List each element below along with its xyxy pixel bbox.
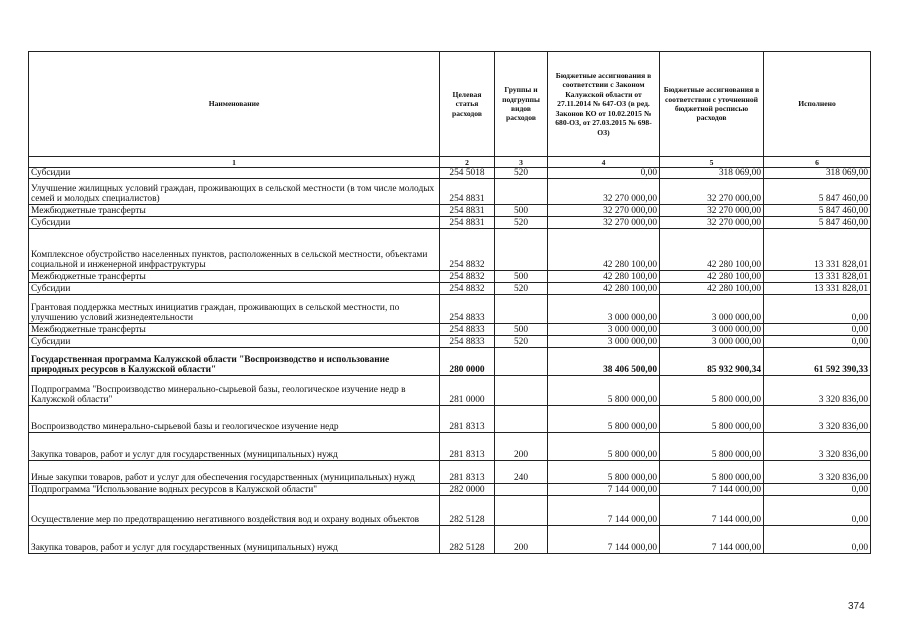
row-name: Субсидии xyxy=(29,283,440,295)
row-law-amount: 3 000 000,00 xyxy=(548,295,660,324)
column-number: 6 xyxy=(764,157,871,168)
row-name: Межбюджетные трансферты xyxy=(29,205,440,217)
row-name: Межбюджетные трансферты xyxy=(29,271,440,283)
row-law-amount: 38 406 500,00 xyxy=(548,348,660,376)
row-target-code: 254 8831 xyxy=(440,217,495,229)
row-target-code: 254 8831 xyxy=(440,179,495,205)
budget-execution-table xyxy=(28,51,871,554)
table-row xyxy=(29,376,871,406)
row-group-code xyxy=(495,484,548,496)
row-refined-amount: 32 270 000,00 xyxy=(660,205,764,217)
table-row xyxy=(29,406,871,433)
row-name: Комплексное обустройство населенных пунктов, расположенных в сельской местности, объектами социальной и инженерной инфраструктуры xyxy=(29,229,440,271)
row-group-code xyxy=(495,496,548,526)
row-executed-amount: 13 331 828,01 xyxy=(764,271,871,283)
table-row xyxy=(29,168,871,179)
table-row xyxy=(29,179,871,205)
row-law-amount: 5 800 000,00 xyxy=(548,376,660,406)
row-target-code: 281 8313 xyxy=(440,433,495,461)
row-law-amount: 32 270 000,00 xyxy=(548,217,660,229)
column-number: 5 xyxy=(660,157,764,168)
table-row xyxy=(29,526,871,554)
column-number: 2 xyxy=(440,157,495,168)
row-group-code: 500 xyxy=(495,205,548,217)
table-row xyxy=(29,205,871,217)
row-group-code: 500 xyxy=(495,324,548,336)
row-executed-amount: 3 320 836,00 xyxy=(764,406,871,433)
row-name: Иные закупки товаров, работ и услуг для обеспечения государственных (муниципальных) нужд xyxy=(29,461,440,484)
row-group-code xyxy=(495,406,548,433)
row-target-code: 281 8313 xyxy=(440,406,495,433)
row-refined-amount: 3 000 000,00 xyxy=(660,324,764,336)
row-group-code: 500 xyxy=(495,271,548,283)
column-number: 3 xyxy=(495,157,548,168)
row-executed-amount: 0,00 xyxy=(764,526,871,554)
row-law-amount: 7 144 000,00 xyxy=(548,496,660,526)
row-refined-amount: 7 144 000,00 xyxy=(660,484,764,496)
table-row xyxy=(29,324,871,336)
row-refined-amount: 7 144 000,00 xyxy=(660,496,764,526)
row-group-code xyxy=(495,376,548,406)
row-refined-amount: 32 270 000,00 xyxy=(660,217,764,229)
row-target-code: 254 8833 xyxy=(440,336,495,348)
row-refined-amount: 5 800 000,00 xyxy=(660,376,764,406)
row-executed-amount: 0,00 xyxy=(764,336,871,348)
row-law-amount: 32 270 000,00 xyxy=(548,179,660,205)
row-executed-amount: 0,00 xyxy=(764,324,871,336)
row-refined-amount: 42 280 100,00 xyxy=(660,271,764,283)
row-executed-amount: 0,00 xyxy=(764,295,871,324)
row-executed-amount: 5 847 460,00 xyxy=(764,205,871,217)
table-row xyxy=(29,229,871,271)
table-row-program-total xyxy=(29,348,871,376)
row-refined-amount: 3 000 000,00 xyxy=(660,295,764,324)
row-law-amount: 0,00 xyxy=(548,168,660,179)
row-executed-amount: 5 847 460,00 xyxy=(764,217,871,229)
row-target-code: 254 8833 xyxy=(440,295,495,324)
row-refined-amount: 42 280 100,00 xyxy=(660,283,764,295)
row-executed-amount: 3 320 836,00 xyxy=(764,461,871,484)
row-executed-amount: 318 069,00 xyxy=(764,168,871,179)
row-law-amount: 42 280 100,00 xyxy=(548,229,660,271)
row-executed-amount: 13 331 828,01 xyxy=(764,283,871,295)
row-law-amount: 32 270 000,00 xyxy=(548,205,660,217)
row-law-amount: 5 800 000,00 xyxy=(548,406,660,433)
row-executed-amount: 3 320 836,00 xyxy=(764,433,871,461)
row-law-amount: 42 280 100,00 xyxy=(548,271,660,283)
row-law-amount: 3 000 000,00 xyxy=(548,324,660,336)
row-name: Подпрограмма "Использование водных ресурсов в Калужской области" xyxy=(29,484,440,496)
header-target-article: Целевая статья расходов xyxy=(440,52,495,157)
table-row xyxy=(29,295,871,324)
row-target-code: 254 8832 xyxy=(440,283,495,295)
row-group-code: 520 xyxy=(495,217,548,229)
row-refined-amount: 7 144 000,00 xyxy=(660,526,764,554)
row-target-code: 282 5128 xyxy=(440,526,495,554)
row-target-code: 254 8832 xyxy=(440,271,495,283)
row-executed-amount: 0,00 xyxy=(764,484,871,496)
column-number-row xyxy=(29,157,871,168)
row-name: Субсидии xyxy=(29,336,440,348)
row-name: Осуществление мер по предотвращению негативного воздействия вод и охрану водных объектов xyxy=(29,496,440,526)
row-executed-amount: 3 320 836,00 xyxy=(764,376,871,406)
row-group-code xyxy=(495,179,548,205)
row-executed-amount: 0,00 xyxy=(764,496,871,526)
row-target-code: 254 8833 xyxy=(440,324,495,336)
row-name: Воспроизводство минерально-сырьевой базы и геологическое изучение недр xyxy=(29,406,440,433)
row-name: Подпрограмма "Воспроизводство минерально-сырьевой базы, геологическое изучение недр в Калужской области" xyxy=(29,376,440,406)
row-name: Улучшение жилищных условий граждан, проживающих в сельской местности (в том числе молодых семей и молодых специалистов) xyxy=(29,179,440,205)
table-row xyxy=(29,283,871,295)
row-name: Субсидии xyxy=(29,217,440,229)
row-law-amount: 3 000 000,00 xyxy=(548,336,660,348)
table-row xyxy=(29,217,871,229)
column-number: 4 xyxy=(548,157,660,168)
header-refined-allocations: Бюджетные ассигнования в соответствии с уточненной бюджетной росписью расходов xyxy=(660,52,764,157)
header-executed: Исполнено xyxy=(764,52,871,157)
row-group-code: 240 xyxy=(495,461,548,484)
header-row xyxy=(29,52,871,157)
row-target-code: 254 8831 xyxy=(440,205,495,217)
row-group-code xyxy=(495,229,548,271)
row-refined-amount: 32 270 000,00 xyxy=(660,179,764,205)
row-target-code: 280 0000 xyxy=(440,348,495,376)
row-refined-amount: 5 800 000,00 xyxy=(660,433,764,461)
table-row xyxy=(29,336,871,348)
row-name: Закупка товаров, работ и услуг для государственных (муниципальных) нужд xyxy=(29,433,440,461)
row-executed-amount: 5 847 460,00 xyxy=(764,179,871,205)
row-name: Грантовая поддержка местных инициатив граждан, проживающих в сельской местности, по улучшению условий жизнедеятельности xyxy=(29,295,440,324)
row-target-code: 282 0000 xyxy=(440,484,495,496)
row-target-code: 254 8832 xyxy=(440,229,495,271)
row-refined-amount: 42 280 100,00 xyxy=(660,229,764,271)
row-group-code: 520 xyxy=(495,168,548,179)
row-group-code xyxy=(495,348,548,376)
table-row xyxy=(29,433,871,461)
row-name: Межбюджетные трансферты xyxy=(29,324,440,336)
row-name: Государственная программа Калужской области "Воспроизводство и использование природных ресурсов в Калужской области" xyxy=(29,348,440,376)
row-law-amount: 7 144 000,00 xyxy=(548,484,660,496)
row-group-code: 200 xyxy=(495,433,548,461)
row-target-code: 281 0000 xyxy=(440,376,495,406)
row-target-code: 281 8313 xyxy=(440,461,495,484)
row-law-amount: 7 144 000,00 xyxy=(548,526,660,554)
row-target-code: 254 5018 xyxy=(440,168,495,179)
row-refined-amount: 5 800 000,00 xyxy=(660,461,764,484)
row-refined-amount: 318 069,00 xyxy=(660,168,764,179)
row-executed-amount: 13 331 828,01 xyxy=(764,229,871,271)
row-law-amount: 42 280 100,00 xyxy=(548,283,660,295)
row-group-code: 520 xyxy=(495,336,548,348)
page-number: 374 xyxy=(848,601,865,612)
row-executed-amount: 61 592 390,33 xyxy=(764,348,871,376)
row-refined-amount: 3 000 000,00 xyxy=(660,336,764,348)
row-group-code: 520 xyxy=(495,283,548,295)
row-refined-amount: 5 800 000,00 xyxy=(660,406,764,433)
table-row xyxy=(29,484,871,496)
table-row xyxy=(29,271,871,283)
header-law-allocations: Бюджетные ассигнования в соответствии с Законом Калужской области от 27.11.2014 № 647-ОЗ (в ред. Законов КО от 10.02.2015 № 680-ОЗ, от 27.03.2015 № 698-ОЗ) xyxy=(548,52,660,157)
table-row xyxy=(29,461,871,484)
row-name: Закупка товаров, работ и услуг для государственных (муниципальных) нужд xyxy=(29,526,440,554)
row-target-code: 282 5128 xyxy=(440,496,495,526)
table-row xyxy=(29,496,871,526)
header-expense-group: Группы и подгруппы видов расходов xyxy=(495,52,548,157)
row-law-amount: 5 800 000,00 xyxy=(548,433,660,461)
row-refined-amount: 85 932 900,34 xyxy=(660,348,764,376)
column-number: 1 xyxy=(29,157,440,168)
header-name: Наименование xyxy=(29,52,440,157)
row-name: Субсидии xyxy=(29,168,440,179)
row-group-code: 200 xyxy=(495,526,548,554)
row-group-code xyxy=(495,295,548,324)
row-law-amount: 5 800 000,00 xyxy=(548,461,660,484)
